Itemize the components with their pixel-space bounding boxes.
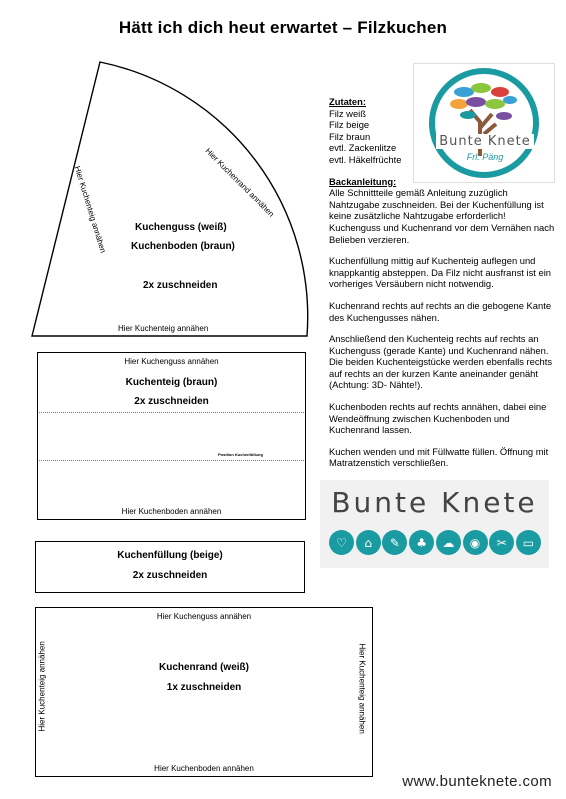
heart-icon: ♡ <box>329 530 354 555</box>
teig-top-edge-label: Hier Kuchenguss annähen <box>124 357 219 366</box>
wedge-bottom-edge-label: Hier Kuchenteig annähen <box>118 324 209 333</box>
zutaten-heading: Zutaten: <box>329 96 366 107</box>
banner-title: Bunte Knete <box>331 486 538 519</box>
zutat-item: evtl. Zackenlitze <box>329 142 397 154</box>
rand-top-edge-label: Hier Kuchenguss annähen <box>156 612 252 621</box>
instruction-paragraph: Kuchenboden rechts auf rechts annähen, dabei eine Wendeöffnung zwischen Kuchenboden und Kuchenrand lassen. <box>329 401 547 436</box>
teig-bottom-edge-label: Hier Kuchenboden annähen <box>121 507 222 516</box>
banner-icon-row <box>329 530 541 556</box>
instruction-paragraph: Kuchenrand rechts auf rechts an die gebogene Kante des Kuchengusses nähen. <box>329 299 552 323</box>
instruction-paragraph: Kuchenfüllung mittig auf Kuchenteig auflegen und knappkantig absteppen. Da Filz nicht ausfranst ist ein vorheriges Versäubern nicht notwendig. <box>329 255 552 290</box>
shirt-icon: ⌂ <box>356 530 381 555</box>
wedge-label-guss: Kuchenguss (weiß) <box>135 222 227 233</box>
zutat-item: Filz beige <box>329 119 370 131</box>
page-title: Hätt ich dich heut erwartet – Filzkuchen <box>118 18 448 37</box>
instruction-paragraph: Alle Schnittteile gemäß Anleitung zuzüglich Nahtzugabe zuschneiden. Bei der Kuchenfüllung ist keine zusätzliche Nahtzugabe erforderlich! Kuchenguss und Kuchenrand vor dem Vernähen nach Belieben verzieren. <box>329 187 555 245</box>
instructions <box>329 96 559 479</box>
rand-cut-instruction: 1x zuschneiden <box>166 682 242 693</box>
scissors-icon: ✂ <box>489 530 514 555</box>
teig-cut-instruction: 2x zuschneiden <box>134 396 209 407</box>
fuellung-cut-instruction: 2x zuschneiden <box>132 570 208 581</box>
instruction-paragraph: Kuchen wenden und mit Füllwatte füllen. Öffnung mit Matratzenstich verschließen. <box>329 445 549 469</box>
laptop-icon: ▭ <box>516 530 541 555</box>
zutat-item: Filz braun <box>329 130 371 142</box>
logo-brand: Bunte Knete <box>436 134 534 149</box>
teig-fold-note: Position Kuchenfüllung <box>218 452 263 457</box>
cupcake-icon: ♣ <box>409 530 434 555</box>
backanleitung-heading: Backanleitung: <box>329 175 397 187</box>
wedge-right-edge-label: Hier Kuchenrand annähen <box>203 146 276 219</box>
fuellung-label: Kuchenfüllung (beige) <box>117 550 223 561</box>
wedge-cut-instruction: 2x zuschneiden <box>143 280 218 291</box>
logo-sub: Frl. Päng <box>466 152 504 162</box>
sewing-machine-icon: ✎ <box>382 530 407 555</box>
website-link[interactable]: www.bunteknete.com <box>402 773 552 790</box>
bunte-knete-banner <box>320 480 549 568</box>
rand-bottom-edge-label: Hier Kuchenboden annähen <box>154 764 254 773</box>
zutat-item: Filz weiß <box>329 107 366 119</box>
instruction-paragraph: Anschließend den Kuchenteig rechts auf rechts an Kuchenguss (gerade Kante) und Kuchenrand nähen. Die beiden Kuchenteigstücke werden ebenfalls rechts auf rechts an der kurzen Kante aneinander genäht (Achtung: 3D- Nähte!). <box>329 333 553 391</box>
rand-label: Kuchenrand (weiß) <box>158 662 249 673</box>
teig-label: Kuchenteig (braun) <box>125 377 218 388</box>
fuellung-pattern-piece <box>35 541 305 593</box>
wedge-left-edge-label: Hier Kuchenteig annähen <box>72 165 108 254</box>
teig-fold-line-top <box>39 412 304 413</box>
wedge-label-boden: Kuchenboden (braun) <box>131 241 235 252</box>
chef-hat-icon: ☁ <box>436 530 461 555</box>
zutat-item: evtl. Häkelfrüchte <box>329 153 402 165</box>
teig-fold-line-bottom <box>39 460 304 461</box>
rand-left-edge-label: Hier Kuchenteig annähen <box>37 641 47 732</box>
rand-right-edge-label: Hier Kuchenteig annähen <box>357 643 367 734</box>
camera-icon: ◉ <box>463 530 488 555</box>
